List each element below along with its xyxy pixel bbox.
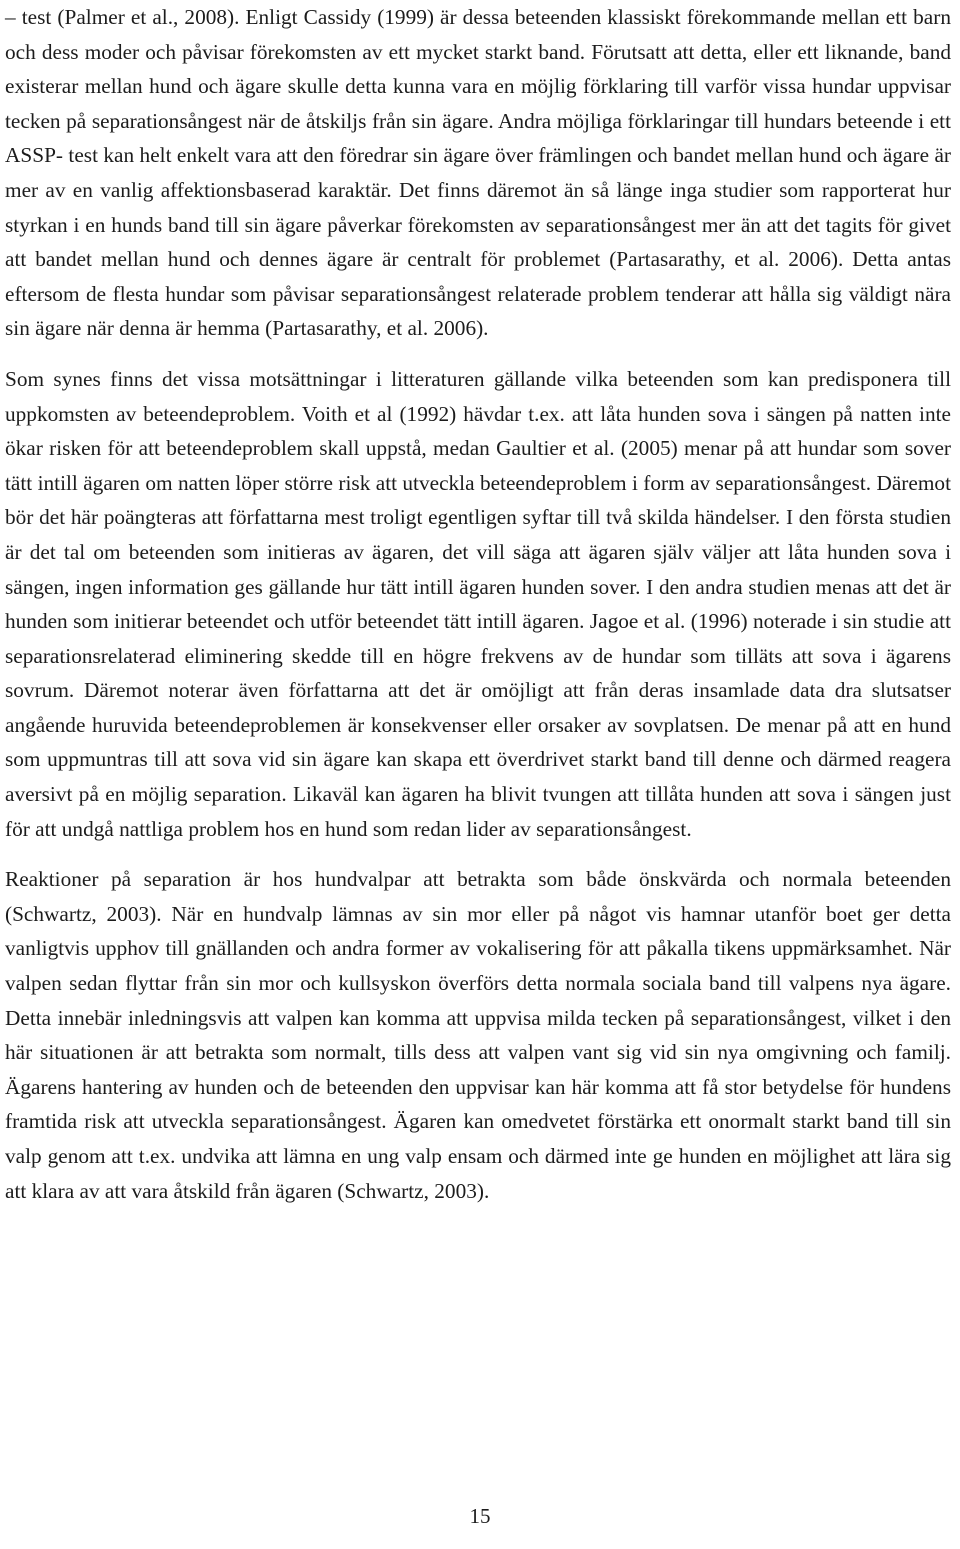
paragraph-3: Reaktioner på separation är hos hundvalpar att betrakta som både önskvärda och normala beteenden (Schwartz, 2003). När en hundvalp lämnas av sin mor eller på något vis hamnar utanför boet ger detta vanligtvis upphov till gnällanden och andra former av vokalisering för att påkalla tikens uppmärksamhet. När valpen sedan flyttar från sin mor och kullsyskon överförs detta normala sociala band till valpens nya ägare. Detta innebär inledningsvis att valpen kan komma att uppvisa milda tecken på separationsångest, vilket i den här situationen är att betrakta som normalt, tills dess att valpen vant sig vid sin nya omgivning och familj. Ägarens hantering av hunden och de beteenden den uppvisar kan här komma att få stor betydelse för hundens framtida risk att utveckla separationsångest. Ägaren kan omedvetet förstärka ett onormalt starkt band till sin valp genom att t.ex. undvika att lämna en ung valp ensam och därmed inte ge hunden en möjlighet att lära sig att klara av att vara åtskild från ägaren (Schwartz, 2003). — [5, 867, 951, 1203]
page-number: 15 — [469, 1504, 491, 1528]
body-text — [5, 0, 951, 1208]
paragraph-2: Som synes finns det vissa motsättningar i litteraturen gällande vilka beteenden som kan predisponera till uppkomsten av beteendeproblem. Voith et al (1992) hävdar t.ex. att låta hunden sova i sängen på natten inte ökar risken för att beteendeproblem skall uppstå, medan Gaultier et al. (2005) menar på att hundar som sover tätt intill ägaren om natten löper större risk att utveckla beteendeproblem i form av separationsångest. Däremot bör det här poängteras att författarna mest troligt egentligen syftar till två skilda händelser. I den första studien är det tal om beteenden som initieras av ägaren, det vill säga att ägaren själv väljer att låta hunden sova i sängen, ingen information ges gällande hur tätt intill ägaren hunden sover. I den andra studien menas att det är hunden som initierar beteendet och utför beteendet tätt intill ägaren. Jagoe et al. (1996) noterade i sin studie att separationsrelaterad eliminering skedde till en högre frekvens av de hundar som tilläts att sova i ägarens sovrum. Däremot noterar även författarna att det är omöjligt att från deras insamlade data dra slutsatser angående huruvida beteendeproblemen är konsekvenser eller orsaker av sovplatsen. De menar på att en hund som uppmuntras till att sova vid sin ägare kan skapa ett överdrivet starkt band till denne och därmed reagera aversivt på en möjlig separation. Likaväl kan ägaren ha blivit tvungen att tillåta hunden att sova i sängen just för att undgå nattliga problem hos en hund som redan lider av separationsångest. — [5, 366, 951, 841]
paragraph-1: – test (Palmer et al., 2008). Enligt Cassidy (1999) är dessa beteenden klassiskt förekommande mellan ett barn och dess moder och påvisar förekomsten av ett mycket starkt band. Förutsatt att detta, eller ett liknande, band existerar mellan hund och ägare skulle detta kunna vara en möjlig förklaring till varför vissa hundar uppvisar tecken på separationsångest när de åtskiljs från sin ägare. Andra möjliga förklaringar till hundars beteende i ett ASSP- test kan helt enkelt vara att den föredrar sin ägare över främlingen och bandet mellan hund och ägare är mer av en vanlig affektionsbaserad karaktär. Det finns däremot än så länge inga studier som rapporterat hur styrkan i en hunds band till sin ägare påverkar förekomsten av separationsångest mer än att det tagits för givet att bandet mellan hund och dennes ägare är centralt för problemet (Partasarathy, et al. 2006). Detta antas eftersom de flesta hundar som påvisar separationsångest relaterade problem tenderar att hålla sig väldigt nära sin ägare när denna är hemma (Partasarathy, et al. 2006). — [5, 5, 951, 341]
